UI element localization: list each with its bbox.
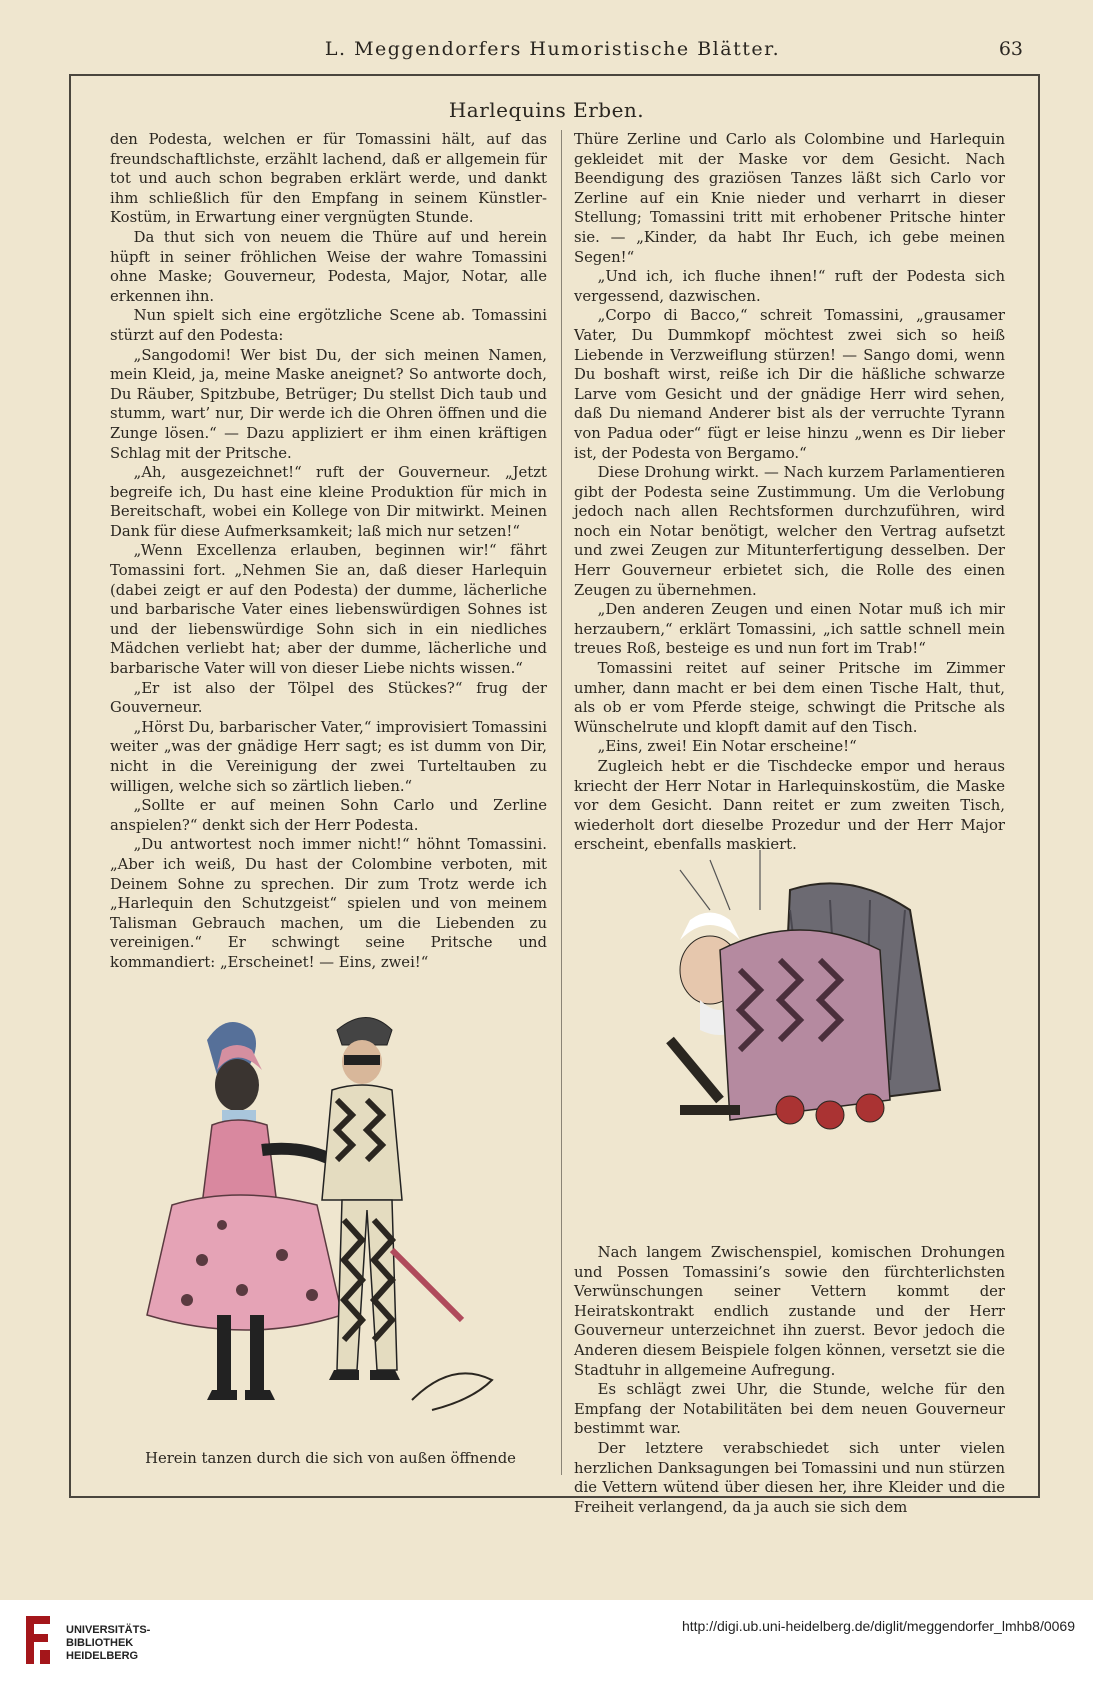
artist-signature	[412, 1373, 492, 1410]
paragraph: „Sangodomi! Wer bist Du, der sich meinen Namen, mein Kleid, ja, meine Maske aneignet? So antworte doch, Du Räuber, Spitzbube, Betrüger; Du stellst Dich taub und stumm, wart’ nur, Dir werde ich die Ohren öffnen und die Zunge lösen.“ — Dazu appliziert er ihm einen kräftigen Schlag mit der Pritsche.	[110, 346, 547, 462]
paragraph: Zugleich hebt er die Tischdecke empor und heraus kriecht der Herr Notar in Harlequinskostüm, die Maske vor dem Gesicht. Dann reitet er zum zweiten Tisch, wiederholt dort dieselbe Prozedur und der Herr Major erscheint, ebenfalls maskiert.	[574, 758, 1005, 854]
paragraph: „Er ist also der Tölpel des Stückes?“ frug der Gouverneur.	[110, 679, 547, 717]
harlequin-figure	[322, 1018, 462, 1381]
colombine-figure	[147, 1022, 342, 1400]
paragraph: „Ah, ausgezeichnet!“ ruft der Gouverneur. „Jetzt begreife ich, Du hast eine kleine Produktion für mich in Bereitschaft, wobei ein Kollege von Dir mitwirkt. Meinen Dank für diese Aufmerksamkeit; laß mich nur setzen!“	[110, 464, 547, 540]
notary-crawling-illustration	[640, 850, 965, 1185]
paragraph: Nach langem Zwischenspiel, komischen Drohungen und Possen Tomassini’s sowie den fürchterlichsten Verwünschungen seiner Vettern kommt der Heiratskontrakt endlich zustande und der Herr Gouverneur unterzeichnet ihn zuerst. Bevor jedoch die Anderen diesem Beispiele folgen können, versetzt sie die Stadtuhr in allgemeine Aufregung.	[574, 1244, 1005, 1379]
paragraph: Es schlägt zwei Uhr, die Stunde, welche für den Empfang der Notabilitäten bei dem neuen Gouverneur bestimmt war.	[574, 1381, 1005, 1438]
article-title: Harlequins Erben.	[448, 98, 645, 122]
source-url-link[interactable]: http://digi.ub.uni-heidelberg.de/diglit/meggendorfer_lmhb8/0069	[681, 1618, 1075, 1634]
left-column	[110, 130, 547, 973]
paragraph: „Den anderen Zeugen und einen Notar muß ich mir herzaubern,“ erklärt Tomassini, „ich sattle schnell mein treues Roß, besteige es und nun fort im Trab!“	[574, 601, 1005, 658]
running-title: L. Meggendorfers Humoristische Blätter.	[324, 38, 781, 60]
paragraph: „Wenn Excellenza erlauben, beginnen wir!“ fährt Tomassini fort. „Nehmen Sie an, daß dieser Harlequin (dabei zeigt er auf den Podesta) der dumme, lächerliche und barbarische Vater eines liebenswürdigen Sohnes ist und der liebenswürdige Sohn sich in ein niedliches Mädchen verliebt hat; aber der dumme, lächerliche und barbarische Vater will von dieser Liebe nichts wissen.“	[110, 542, 547, 678]
paragraph: Diese Drohung wirkt. — Nach kurzem Parlamentieren gibt der Podesta seine Zustimmung. Um die Verlobung jedoch nach allen Rechtsformen durchzuführen, wird noch ein Notar benötigt, welcher den Vertrag aufsetzt und zwei Zeugen zur Mitunterfertigung desselben. Der Herr Gouverneur erbietet sich, die Rolle des einen Zeugen zu übernehmen.	[574, 464, 1005, 599]
page-header	[70, 38, 1035, 68]
paragraph: den Podesta, welchen er für Tomassini hält, auf das freundschaftlichste, erzählt lachend, daß er allgemein für tot und auch schon begraben erklärt werde, und dankt ihm schließlich für den Empfang in seinem Künstler-Kostüm, in Erwartung einer vergnügten Stunde.	[110, 131, 547, 227]
paragraph: Thüre Zerline und Carlo als Colombine und Harlequin gekleidet mit der Maske vor dem Gesicht. Nach Beendigung des graziösen Tanzes läßt sich Carlo vor Zerline auf ein Knie nieder und verharrt in dieser Stellung; Tomassini tritt mit erhobener Pritsche hinter sie. — „Kinder, da habt Ihr Euch, ich gebe meinen Segen!“	[574, 131, 1005, 266]
paragraph: Da thut sich von neuem die Thüre auf und herein hüpft in seiner fröhlichen Weise der wahre Tomassini ohne Maske; Gouverneur, Podesta, Major, Notar, alle erkennen ihn.	[110, 228, 547, 305]
right-column-top	[574, 130, 1005, 855]
paragraph: „Corpo di Bacco,“ schreit Tomassini, „grausamer Vater, Du Dummkopf möchtest zwei sich so heiß Liebende in Verzweiflung stürzen! — Sango domi, wenn Du boshaft wirst, reiße ich Dir die häßliche schwarze Larve vom Gesicht und der gnädige Herr wird sehen, daß Du niemand Anderer bist als der verruchte Tyrann von Padua oder“ fügt er leise hinzu „wenn es Dir lieber ist, der Podesta von Bergamo.“	[574, 307, 1005, 462]
paragraph: „Und ich, ich fluche ihnen!“ ruft der Podesta sich vergessend, dazwischen.	[574, 268, 1005, 305]
right-column-bottom	[574, 1243, 1005, 1517]
notary-figure	[670, 913, 890, 1130]
paragraph: „Du antwortest noch immer nicht!“ höhnt Tomassini. „Aber ich weiß, Du hast der Colombine verboten, mit Deinem Sohne zu sprechen. Dir zum Trotz werde ich „Harlequin den Schutzgeist“ spielen und von meinem Talisman Gebrauch machen, um die Liebenden zu vereinigen.“ Er schwingt seine Pritsche und kommandiert: „Erscheinet! — Eins, zwei!“	[110, 836, 547, 971]
library-logo-icon	[18, 1612, 58, 1668]
paragraph: „Sollte er auf meinen Sohn Carlo und Zerline anspielen?“ denkt sich der Herr Podesta.	[110, 797, 547, 834]
library-footer	[0, 1600, 1093, 1681]
library-name: UNIVERSITÄTS- BIBLIOTHEK HEIDELBERG	[66, 1624, 151, 1662]
column-divider	[561, 130, 562, 1475]
paragraph: „Eins, zwei! Ein Notar erscheine!“	[597, 738, 857, 756]
paragraph: Der letztere verabschiedet sich unter vielen herzlichen Danksagungen bei Tomassini und nun stürzen die Vettern wütend über diesen her, ihre Kleider und die Freiheit verlangend, da ja auch sie sich dem	[574, 1439, 1005, 1516]
paragraph: Nun spielt sich eine ergötzliche Scene ab. Tomassini stürzt auf den Podesta:	[110, 307, 547, 344]
paragraph: Tomassini reitet auf seiner Pritsche im Zimmer umher, dann macht er bei dem einen Tische Halt, thut, als ob er vom Pferde steige, schwingt die Pritsche als Wünschelrute und klopft damit auf den Tisch.	[574, 660, 1005, 736]
page-number: 63	[998, 38, 1023, 60]
paragraph: „Hörst Du, barbarischer Vater,“ improvisiert Tomassini weiter „was der gnädige Herr sagt; es ist dumm von Dir, nicht in die Vereinigung der zwei Turteltauben zu willigen, welche sich so zärtlich lieben.“	[110, 718, 547, 795]
dancing-couple-illustration	[112, 1000, 542, 1470]
illustration-caption: Herein tanzen durch die sich von außen öffnende	[145, 1450, 516, 1467]
